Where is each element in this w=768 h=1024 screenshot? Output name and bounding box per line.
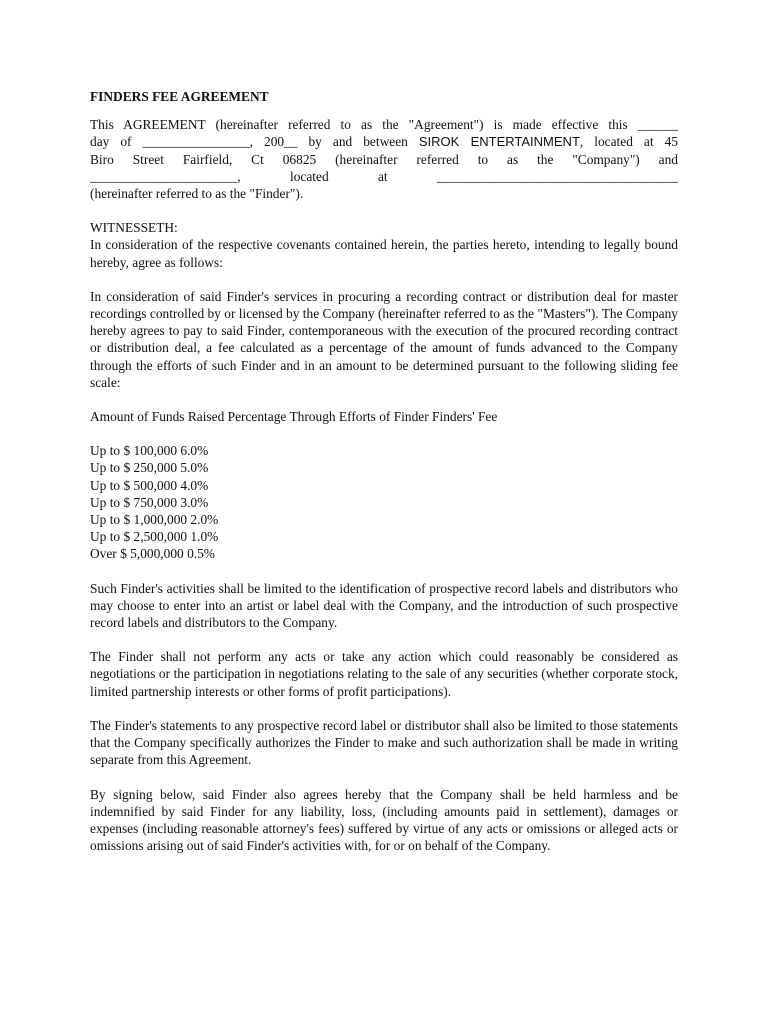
intro-line-5: (hereinafter referred to as the "Finder"). <box>90 186 304 202</box>
indemnity-paragraph: By signing below, said Finder also agrees hereby that the Company shall be held harmless and be indemnified by said Finder for any liability, loss, (including amounts paid in settlement), damages or expenses (including reasonable attorney's fees) suffered by virtue of any acts or omissions or alleged acts or omissions arising out of said Finder's activities with, for or on behalf of the Company. <box>90 786 678 854</box>
fee-row: Up to $ 750,000 3.0% <box>90 494 209 510</box>
intro-line-2-end: , located at 45 <box>579 134 678 150</box>
witnesseth-paragraph <box>90 219 678 271</box>
intro-line-2 <box>90 133 678 150</box>
agreement-page <box>90 88 678 871</box>
company-name: SIROK ENTERTAINMENT <box>418 134 580 150</box>
statements-paragraph: The Finder's statements to any prospective record label or distributor shall also be limited to those statements that the Company specifically authorizes the Finder to make and such authorization shall be made in writing separate from this Agreement. <box>90 717 678 768</box>
intro-paragraph <box>90 116 678 202</box>
consideration-paragraph: In consideration of said Finder's services in procuring a recording contract or distribution deal for master recordings controlled by or licensed by the Company (hereinafter referred to as the "Masters"). The Company hereby agrees to pay to said Finder, contemporaneous with the execution of the procured recording contract or distribution deal, a fee calculated as a percentage of the amount of funds advanced to the Company through the efforts of such Finder and in an amount to be determined pursuant to the following sliding fee scale: <box>90 288 678 390</box>
fee-table-header: Amount of Funds Raised Percentage Through Efforts of Finder Finders' Fee <box>90 409 498 425</box>
fee-row: Over $ 5,000,000 0.5% <box>90 546 215 562</box>
fee-row: Up to $ 500,000 4.0% <box>90 477 209 493</box>
activities-paragraph: Such Finder's activities shall be limited to the identification of prospective record labels and distributors who may choose to enter into an artist or label deal with the Company, and the introduction of such prospective record labels and distributors to the Company. <box>90 580 678 631</box>
fee-row: Up to $ 2,500,000 1.0% <box>90 529 219 545</box>
witnesseth-heading: WITNESSETH: <box>90 220 178 236</box>
intro-line-2-start: day of ________________, 200__ by and between <box>90 134 419 150</box>
document-title: FINDERS FEE AGREEMENT <box>90 89 269 104</box>
fee-scale-list <box>90 442 678 562</box>
intro-line-4: ______________________, located at ____________________________________ <box>90 168 678 184</box>
fee-row: Up to $ 100,000 6.0% <box>90 443 209 459</box>
intro-line-1: This AGREEMENT (hereinafter referred to as the "Agreement") is made effective this ______ <box>90 117 678 133</box>
no-negotiation-paragraph: The Finder shall not perform any acts or take any action which could reasonably be considered as negotiations or the participation in negotiations relating to the sale of any securities (whether corporate stock, limited partnership interests or other forms of profit participations). <box>90 649 678 699</box>
fee-row: Up to $ 1,000,000 2.0% <box>90 512 219 528</box>
witnesseth-text: In consideration of the respective covenants contained herein, the parties hereto, intending to legally bound hereby, agree as follows: <box>90 237 678 270</box>
intro-line-3: Biro Street Fairfield, Ct 06825 (hereinafter referred to as the "Company") and <box>90 151 678 167</box>
fee-row: Up to $ 250,000 5.0% <box>90 460 209 476</box>
